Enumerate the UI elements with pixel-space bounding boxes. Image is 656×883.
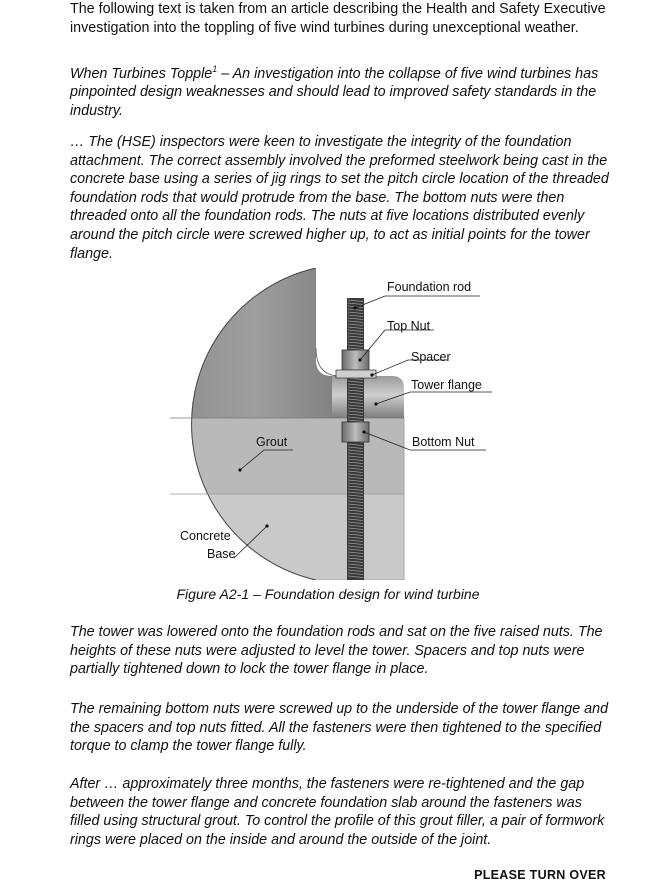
label-spacer: Spacer — [411, 350, 451, 364]
quote-heading-paragraph — [70, 60, 615, 121]
label-tower-flange: Tower flange — [411, 378, 482, 392]
label-grout: Grout — [256, 435, 288, 449]
tower-wall — [170, 268, 340, 418]
label-foundation-rod: Foundation rod — [387, 280, 472, 294]
label-base: Base — [207, 547, 236, 561]
label-top-nut: Top Nut — [387, 319, 431, 333]
paragraph-tightening: The remaining bottom nuts were screwed up to the underside of the tower flange and the spacers and top nuts fitted. All the fasteners were then tightened to the specified torque to clamp the tower flange fully. — [70, 701, 609, 755]
intro-paragraph: The following text is taken from an article describing the Health and Safety Executive investigation into the toppling of five wind turbines during unexceptional weather. — [70, 1, 606, 36]
quote-paragraph: … The (HSE) inspectors were keen to investigate the integrity of the foundation attachment. The correct assembly involved the preformed steelwork being cast in the concrete base using a series of jig rings to set the pitch circle location of the threaded foundation rods that would protrude from the base. The bottom nuts were then threaded onto all the foundation rods. The nuts at five locations distributed evenly around the pitch circle were screwed higher up, to act as initial points for the tower flange. — [70, 134, 609, 262]
quote-title-lead: When Turbines Topple — [70, 65, 213, 82]
label-bottom-nut: Bottom Nut — [412, 435, 475, 449]
please-turn-over: PLEASE TURN OVER — [474, 868, 606, 882]
paragraph-lowering: The tower was lowered onto the foundation rods and sat on the five raised nuts. The heights of these nuts were adjusted to level the tower. Spacers and top nuts were partially tightened down to lock the tower flange in place. — [70, 624, 603, 678]
footnote-marker: 1 — [212, 64, 218, 74]
label-concrete: Concrete — [180, 529, 231, 543]
top-nut — [342, 350, 369, 370]
quote-title-rest: – An investigation into the collapse of five wind turbines has pinpointed design weaknesses and should lead to improved safety standards in the industry. — [70, 65, 599, 119]
spacer — [336, 370, 376, 378]
tower-flange — [332, 376, 404, 418]
foundation-diagram — [170, 268, 510, 580]
figure-caption: Figure A2-1 – Foundation design for wind turbine — [176, 586, 480, 602]
paragraph-grouting: After … approximately three months, the fasteners were re-tightened and the gap between the tower flange and concrete foundation slab around the fasteners was filled using structural grout. To control the profile of this grout filler, a pair of formwork rings were placed on the inside and around the outside of the joint. — [70, 776, 605, 848]
